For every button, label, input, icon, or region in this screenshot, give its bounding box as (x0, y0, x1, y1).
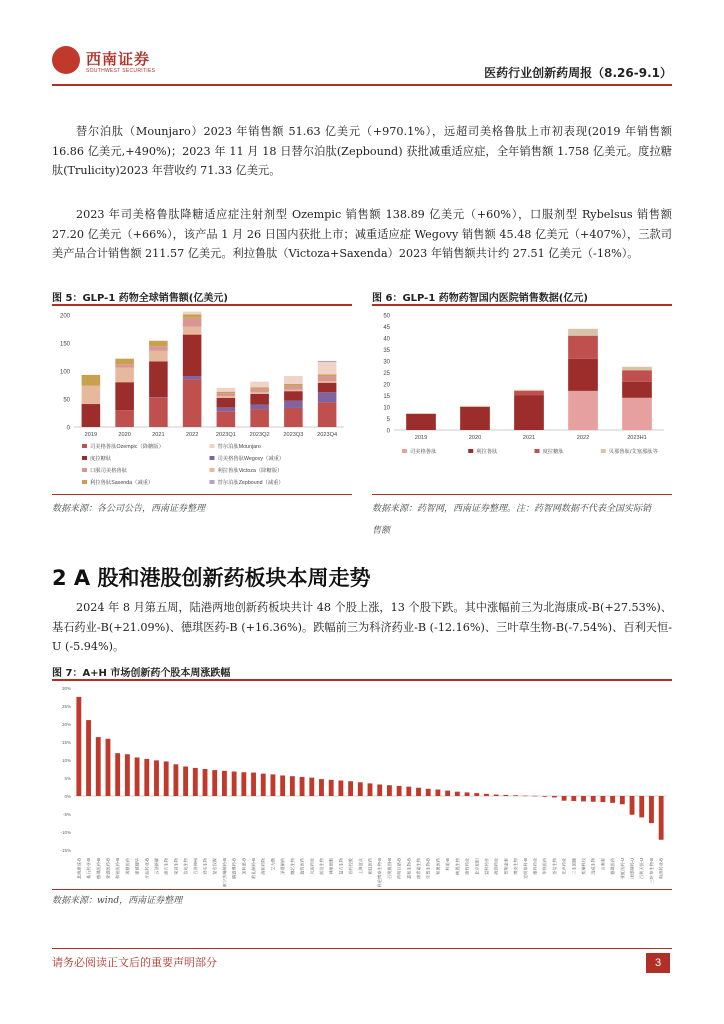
fig7-bar (542, 796, 547, 797)
fig5-bar-segment (183, 379, 202, 427)
fig5-ytick: 150 (59, 341, 70, 348)
fig7-bar (562, 796, 567, 801)
fig7-category-label: 盟科药业 (483, 858, 489, 875)
figure6-bottom-rule (372, 494, 672, 495)
fig7-category-label: 德琪医药 (610, 858, 616, 875)
figure5-chart (52, 307, 352, 490)
figure7-rule (52, 679, 672, 681)
fig7-bar (416, 788, 421, 796)
fig6-legend-label: 利拉鲁肽 (476, 449, 498, 455)
fig7-category-label: 亚盛医药-B (105, 858, 111, 879)
fig5-legend-swatch (210, 468, 215, 472)
fig6-bar-segment (460, 407, 490, 430)
fig7-category-label: 迈威生物 (590, 858, 596, 875)
fig6-ytick: 0 (386, 428, 390, 435)
fig5-legend-label: 替尔泊肽Zepbound（减重） (217, 480, 284, 486)
fig5-legend-label: 司美格鲁肽Wegovy（减重） (217, 456, 285, 462)
fig5-legend-label: 司美格鲁肽Ozempic（降糖版） (90, 444, 164, 450)
fig5-ytick: 50 (63, 397, 70, 404)
fig7-bar (610, 796, 615, 803)
fig5-bar-segment (318, 376, 337, 381)
paragraph-weekly-trend: 2024 年 8 月第五周，陆港两地创新药板块共计 48 个股上涨，13 个股下跌。其中涨幅前三为北海康成-B(+27.53%)、基石药业-B(+21.09%)、德琪医药-B (+16.36%)。跌幅前三为科济药业-B (-12.16%)、三叶草生物-B(-7.54%)、百利天恒-U (-5.94%)。 (52, 601, 672, 653)
report-title: 医药行业创新药周报（8.26-9.1） (484, 66, 672, 80)
fig5-bar-segment (183, 327, 202, 335)
fig7-category-label: 乐普生物-B (425, 858, 431, 879)
fig7-category-label: 神州细胞 (328, 858, 334, 875)
fig6-bar-segment (568, 359, 598, 391)
fig7-ytick: -10% (60, 830, 71, 835)
fig5-xtick: 2019 (84, 432, 98, 438)
figure6-source (372, 498, 672, 542)
fig7-category-label: 君实生物 (202, 858, 208, 875)
fig7-category-label: 泽璟制药-U (629, 858, 635, 880)
fig5-bar-segment (183, 335, 202, 376)
fig7-bar (523, 796, 528, 797)
fig6-bar-segment (514, 391, 544, 396)
fig6-legend-label: 贝那鲁肽/艾塞那肽等 (608, 449, 658, 455)
fig7-category-label: 荣昌生物 (173, 858, 179, 875)
fig6-xtick: 2019 (414, 435, 428, 441)
fig7-ytick: 30% (61, 686, 71, 691)
fig7-category-label: 云顶新耀 (153, 858, 159, 875)
fig5-bar-segment (284, 389, 303, 391)
fig5-bar-segment (318, 402, 337, 427)
figure7-title: 图 7：A+H 市场创新药个股本周涨跌幅 (52, 668, 231, 679)
fig7-bar (193, 768, 198, 796)
fig6-ytick: 15 (383, 394, 390, 400)
fig7-bar (436, 790, 441, 796)
fig7-category-label: 康哲药业 (464, 858, 470, 875)
fig7-category-label: 艾力斯 (270, 858, 276, 871)
fig7-bar (591, 796, 596, 802)
fig6-ytick: 25 (383, 371, 390, 377)
fig7-bar (183, 766, 188, 796)
fig5-bar-segment (284, 401, 303, 408)
fig5-legend-label: 替尔泊肽Mounjaro (217, 444, 261, 450)
fig6-bar-segment (568, 336, 598, 359)
fig5-xtick: 2023Q3 (283, 432, 304, 438)
section-title: 2 A 股和港股创新药板块本周走势 (52, 566, 371, 590)
company-logo-icon (52, 46, 80, 74)
fig7-category-label: 前沿生物 (318, 858, 324, 875)
fig7-category-label: 嘉和生物-B (406, 858, 412, 879)
fig5-xtick: 2023Q4 (317, 432, 338, 438)
fig7-bar (474, 793, 479, 796)
fig7-category-label: 北海康成-B (76, 858, 82, 879)
figure6-source-line1: 数据来源：药智网，西南证券整理。注：药智网数据不代表全国实际销 (372, 504, 652, 514)
fig5-bar-segment (115, 364, 134, 367)
fig6-bar-segment (622, 382, 652, 398)
page-number: 3 (646, 953, 670, 973)
fig7-bar (426, 789, 431, 796)
fig6-bar-segment (406, 414, 436, 430)
fig5-bar-segment (318, 383, 337, 393)
fig5-bar-segment (183, 318, 202, 327)
fig6-bar-segment (514, 390, 544, 391)
fig5-xtick: 2022 (185, 432, 199, 438)
fig7-bar (630, 796, 635, 815)
fig5-bar-segment (217, 407, 236, 411)
paragraph-semaglutide: 2023 年司美格鲁肽降糖适应症注射剂型 Ozempic 销售额 138.89 亿美元（+60%），口服剂型 Rybelsus 销售额 27.20 亿美元（+66%），该产品 1 月 26 日国内获批上市；减重适应症 Wegovy 销售额 45.48 亿美元（+407%），三款司美产品合计销售额 211.57 亿美元。利拉鲁肽（Victoza+Saxenda）2023 年销售额共计约 27.51 亿美元（-18%）。 (52, 208, 672, 260)
fig7-bar (261, 774, 266, 796)
fig5-bar-segment (250, 387, 269, 389)
fig7-bar (125, 754, 130, 796)
fig5-bar-segment (284, 391, 303, 401)
fig7-category-label: 北京昭衍 (474, 858, 480, 875)
fig6-ytick: 50 (383, 313, 390, 320)
fig5-bar-segment (318, 361, 337, 362)
fig5-bar-segment (284, 376, 303, 384)
fig7-category-label: 百济神州 (192, 858, 198, 875)
fig7-category-label: 博安生物 (513, 858, 519, 875)
fig6-ytick: 45 (383, 325, 390, 331)
fig7-category-label: 益方生物 (338, 858, 344, 875)
fig5-bar-segment (284, 386, 303, 390)
fig7-bar (659, 796, 664, 840)
fig6-bar-segment (460, 406, 490, 407)
fig7-bar (581, 796, 586, 801)
figure7-source: 数据来源：wind，西南证券整理 (52, 896, 183, 906)
fig7-bar (222, 771, 227, 796)
fig6-legend-swatch (535, 449, 540, 453)
fig7-bar (552, 796, 557, 797)
fig5-legend-swatch (210, 480, 215, 484)
fig7-bar (76, 697, 81, 796)
fig7-bar (164, 761, 169, 796)
fig5-legend-label: 口服司美格鲁肽 (90, 468, 128, 474)
fig7-bar (300, 777, 305, 796)
fig7-bar (513, 795, 518, 796)
fig7-category-label: 科济药业-B (658, 858, 664, 879)
figure6-chart (372, 307, 672, 490)
fig7-ytick: 15% (61, 740, 71, 745)
fig7-bar (445, 791, 450, 796)
fig7-ytick: 25% (61, 704, 71, 709)
fig6-legend-label: 司美格鲁肽 (410, 449, 437, 455)
fig7-ytick: 10% (61, 758, 71, 763)
company-name-english: SOUTHWEST SECURITIES (86, 68, 156, 74)
fig5-bar-segment (149, 398, 168, 427)
fig7-bar (406, 787, 411, 796)
fig5-bar-segment (284, 408, 303, 427)
fig7-category-label: 迪哲医药 (299, 858, 305, 875)
fig7-bar (368, 783, 373, 796)
fig5-bar-segment (250, 382, 269, 388)
fig7-category-label: 复宏汉霖 (212, 858, 218, 875)
fig5-ytick: 200 (59, 313, 70, 320)
fig6-bar-segment (622, 398, 652, 430)
fig5-legend-label: 利拉鲁肽Saxenda（减重） (90, 480, 154, 486)
fig5-bar-segment (250, 389, 269, 392)
fig5-bar-segment (284, 384, 303, 386)
fig5-bar-segment (82, 404, 101, 427)
fig7-bar (465, 792, 470, 796)
fig7-category-label: 维昇药业 (532, 858, 538, 875)
fig7-category-label: 百利天恒-U (639, 858, 645, 880)
fig7-bar (232, 772, 237, 796)
fig7-bar (600, 796, 605, 802)
fig7-bar (649, 796, 654, 823)
fig7-bar (106, 739, 111, 796)
fig5-legend-swatch (210, 444, 215, 448)
fig7-category-label: 康方生物 (163, 858, 169, 875)
fig7-bar (280, 775, 285, 796)
fig6-ytick: 20 (383, 382, 390, 389)
fig5-bar-segment (149, 346, 168, 350)
fig7-bar (494, 795, 499, 796)
fig7-category-label: 海和药物 (260, 858, 266, 875)
fig5-bar-segment (250, 405, 269, 409)
fig7-bar (154, 760, 159, 796)
fig6-bar-segment (406, 413, 436, 414)
fig5-bar-segment (82, 386, 101, 404)
fig7-category-label: 腾盛博药-B (231, 858, 237, 879)
figure6-source-line2: 售额 (372, 526, 391, 536)
fig7-bar (290, 776, 295, 796)
fig7-category-label: 亚虹医药-U (619, 858, 625, 880)
fig5-bar-segment (250, 392, 269, 394)
fig7-category-label: 华领医药 (542, 858, 548, 875)
fig7-bar (571, 796, 576, 801)
fig7-category-label: 和黄医药 (435, 858, 441, 875)
fig5-bar-segment (149, 361, 168, 397)
fig7-bar (212, 770, 217, 796)
fig7-category-label: 德琪医药-B (95, 858, 101, 879)
fig7-bar (203, 769, 208, 796)
fig7-bar (86, 720, 91, 796)
fig7-category-label: 开拓药业-B (144, 858, 150, 879)
fig7-category-label: 诺诚健华 (134, 858, 140, 875)
header-divider (52, 84, 672, 86)
fig5-legend-label: 利拉鲁肽Victoza（降糖版） (217, 468, 283, 474)
fig5-bar-segment (217, 396, 236, 398)
fig5-bar-segment (217, 411, 236, 427)
fig5-bar-segment (217, 393, 236, 396)
fig6-bar-segment (514, 396, 544, 431)
footer-divider (52, 948, 672, 949)
fig7-bar (484, 794, 489, 796)
figure6-title: 图 6：GLP-1 药物药智国内医院销售数据(亿元) (372, 293, 588, 304)
fig6-xtick: 2022 (576, 435, 590, 441)
fig7-category-label: 微芯生物 (289, 858, 295, 875)
fig7-bar (639, 796, 644, 817)
fig5-bar-segment (183, 314, 202, 317)
fig6-ytick: 40 (383, 336, 390, 343)
fig6-legend-swatch (402, 449, 407, 453)
footer-notice: 请务必阅读正文后的重要声明部分 (52, 956, 217, 969)
fig7-ytick: 5% (64, 776, 71, 781)
fig5-bar-segment (183, 312, 202, 315)
fig5-bar-segment (318, 381, 337, 383)
fig6-ytick: 35 (383, 348, 390, 354)
fig7-ytick: 20% (61, 722, 71, 727)
fig7-category-label: 映恩生物 (454, 858, 460, 875)
fig5-xtick: 2023Q2 (249, 432, 270, 438)
fig5-xtick: 2023Q1 (215, 432, 236, 438)
fig7-category-label: 奕瑞科技 (581, 858, 587, 875)
figure5-source: 数据来源：各公司公告，西南证券整理 (52, 504, 206, 514)
fig7-bar (338, 781, 343, 796)
company-name: 西南证券 (86, 50, 151, 68)
fig7-bar (455, 792, 460, 796)
fig5-bar-segment (318, 362, 337, 374)
fig6-xtick: 2020 (468, 435, 482, 441)
figure5-bottom-rule (52, 494, 352, 495)
fig6-xtick: 2021 (522, 435, 536, 441)
fig7-bar (533, 796, 538, 797)
fig6-ytick: 10 (383, 405, 390, 412)
figure5-rule (52, 304, 352, 306)
fig7-category-label: 百奥泰 (600, 858, 606, 871)
figure5-title: 图 5：GLP-1 药物全球销售额(亿美元) (52, 293, 228, 304)
paragraph-mounjaro: 替尔泊肽（Mounjaro）2023 年销售额 51.63 亿美元（+970.1%），远超司美格鲁肽上市初表现(2019 年销售额 16.86 亿美元,+490%)；2023 年 11 月 18 日替尔泊肽(Zepbound) 获批减重适应症，全年销售额 1.758 亿美元。度拉糖肽(Trulicity)2023 年营收约 71.33 亿美元。 (52, 125, 672, 177)
fig7-category-label: 亚虹医药 (367, 858, 373, 875)
fig5-bar-segment (149, 341, 168, 347)
fig5-bar-segment (217, 392, 236, 394)
fig5-bar-segment (217, 388, 236, 392)
fig5-bar-segment (149, 351, 168, 362)
fig7-category-label: 贝达药业 (309, 858, 315, 875)
fig7-bar (348, 781, 353, 796)
fig7-category-label: 加科思-B (241, 858, 247, 875)
fig5-xtick: 2021 (152, 432, 165, 438)
fig7-bar (144, 759, 149, 796)
fig5-xtick: 2020 (118, 432, 131, 438)
fig7-bar (620, 796, 625, 804)
fig5-bar-segment (115, 410, 134, 427)
fig7-category-label: 再鼎医药 (124, 858, 130, 875)
fig5-bar-segment (250, 409, 269, 427)
fig5-legend-swatch (82, 444, 87, 448)
fig5-legend-swatch (210, 456, 215, 460)
fig7-bar (377, 784, 382, 796)
fig7-ytick: -15% (60, 848, 71, 853)
fig7-bar (329, 780, 334, 796)
fig7-category-label: 科伦博泰生物-B (377, 858, 383, 887)
fig7-bar (251, 773, 256, 796)
fig7-category-label: 康宁杰瑞制药-B (221, 858, 227, 887)
fig7-category-label: 上海谊众 (357, 858, 363, 875)
figure6-rule (372, 304, 672, 306)
fig5-bar-segment (115, 368, 134, 383)
fig5-ytick: 100 (59, 369, 70, 376)
fig6-legend-swatch (468, 449, 473, 453)
fig5-ytick: 0 (66, 425, 70, 432)
fig7-category-label: 和铂医药-B (115, 858, 121, 879)
fig7-bar (96, 737, 101, 796)
fig7-category-label: 宜明昂科-B (522, 858, 528, 879)
fig5-bar-segment (149, 397, 168, 398)
fig7-category-label: 信达生物 (183, 858, 189, 875)
fig6-xtick: 2023H1 (627, 435, 647, 441)
fig7-category-label: 歌礼制药-B (251, 858, 257, 879)
fig5-legend-swatch (82, 480, 87, 484)
fig6-ytick: 5 (386, 417, 390, 423)
fig7-category-label: 康希诺生物 (416, 858, 422, 879)
fig7-bar (319, 779, 324, 796)
fig6-bar-segment (622, 370, 652, 382)
fig7-bar (358, 782, 363, 796)
fig6-bar-segment (568, 391, 598, 430)
fig7-category-label: 三生国健 (571, 858, 577, 875)
fig7-ytick: -5% (62, 812, 71, 817)
fig5-legend-swatch (82, 468, 87, 472)
fig7-bar (397, 786, 402, 796)
fig5-bar-segment (250, 394, 269, 405)
fig5-bar-segment (183, 376, 202, 379)
fig7-bar (115, 753, 120, 796)
fig7-category-label: 药明巨诺-B (396, 858, 402, 879)
fig5-bar-segment (82, 375, 101, 386)
fig7-bar (387, 785, 392, 796)
fig7-category-label: 首药控股 (348, 858, 354, 875)
fig7-category-label: 智翔金泰 (503, 858, 509, 875)
fig6-bar-segment (622, 367, 652, 370)
fig7-bar (241, 772, 246, 796)
fig7-ytick: 0% (64, 794, 71, 799)
fig5-bar-segment (318, 392, 337, 402)
fig6-bar-segment (568, 329, 598, 336)
fig5-bar-segment (217, 398, 236, 408)
fig7-bar (503, 795, 508, 796)
fig6-ytick: 30 (383, 359, 390, 366)
fig7-category-label: 海创药业 (493, 858, 499, 875)
fig6-legend-swatch (601, 449, 606, 453)
fig7-bar (309, 778, 314, 796)
fig7-category-label: 百奥赛图-B (386, 858, 392, 879)
fig7-category-label: 荃信生物 (551, 858, 557, 875)
fig7-category-label: 三叶草生物-B (648, 858, 654, 884)
fig5-bar-segment (115, 382, 134, 410)
fig5-legend-swatch (82, 456, 87, 460)
fig6-legend-label: 度拉糖肽 (542, 449, 564, 455)
fig7-category-label: 先声药业 (561, 858, 567, 875)
fig7-category-label: 科笛-B (445, 858, 451, 871)
figure7-chart (52, 682, 672, 887)
fig7-category-label: 泽璟制药 (280, 858, 286, 875)
fig5-bar-segment (318, 374, 337, 376)
fig7-bar (271, 774, 276, 796)
fig7-bar (135, 757, 140, 796)
fig5-legend-label: 度拉糖肽 (90, 456, 112, 462)
fig7-bar (173, 764, 178, 796)
fig7-category-label: 基石药业-B (86, 858, 92, 879)
fig5-bar-segment (115, 359, 134, 365)
